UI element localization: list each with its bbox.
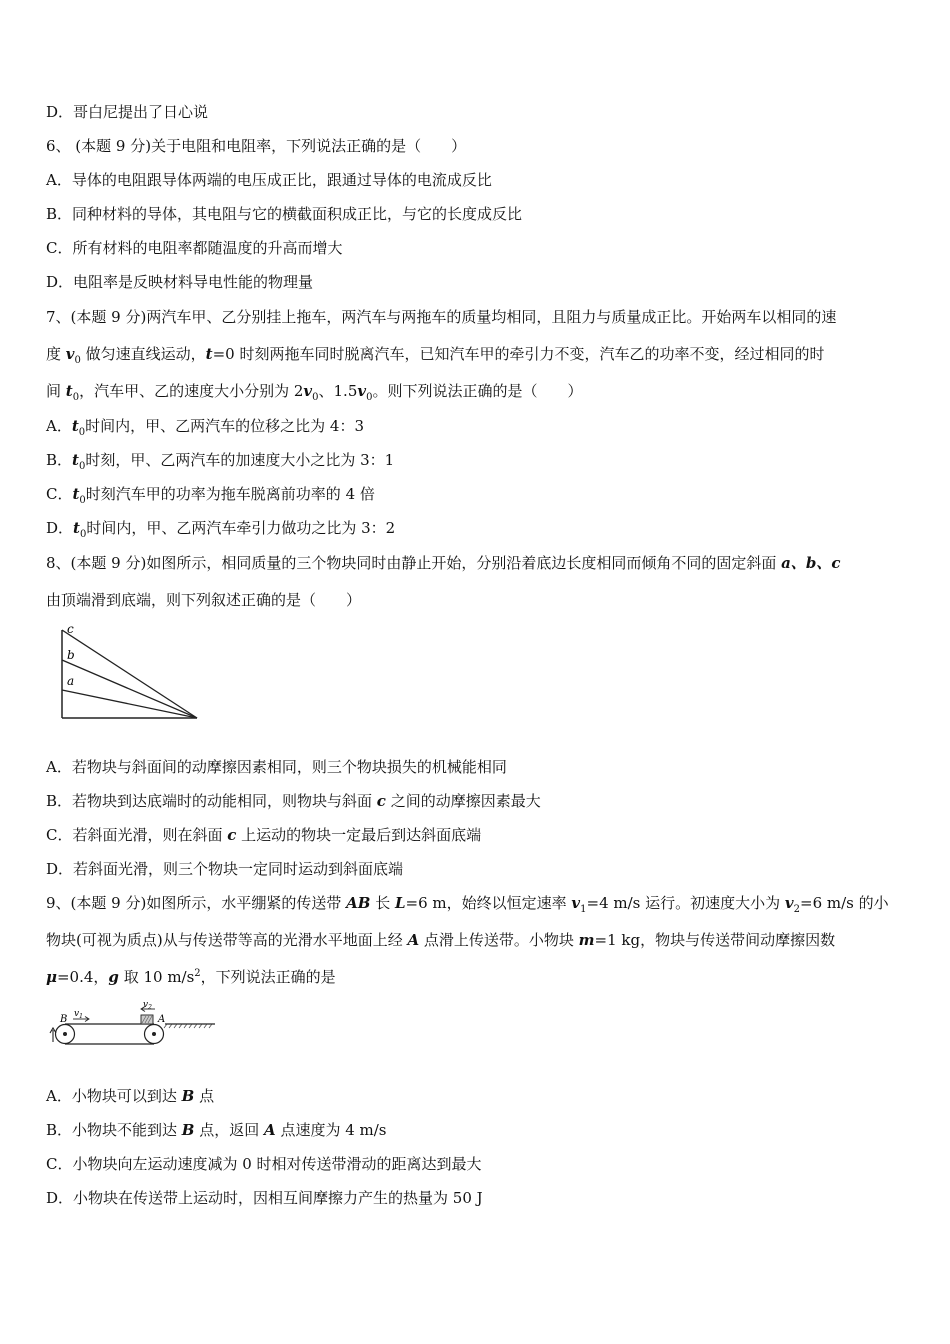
incline-b [62,660,197,718]
q8-option-a: A．若物块与斜面间的动摩擦因素相同，则三个物块损失的机械能相同 [46,758,507,776]
q7-stem-line2: 度 $v_0$ 做匀速直线运动，t=0 时刻两拖车同时脱离汽车，已知汽车甲的牵引力不变，汽车乙的功率不变，经过相同的时 [46,345,825,366]
q7-stem-line3: 间 $t_0$，汽车甲、乙的速度大小分别为 $2v_0$、$1.5v_0$。则下列说法正确的是（ ） [46,382,583,403]
q9-option-a: A．小物块可以到达 B 点 [46,1087,215,1105]
q5-option-d: D．哥白尼提出了日心说 [46,103,209,121]
q9-stem-line1: 9、(本题 9 分)如图所示，水平绷紧的传送带 AB 长 L=6 m，始终以恒定速率 $v_1=4$ m/s 运行。初速度大小为 $v_2=6$ m/s 的小 [46,894,889,915]
q6-stem: 6、 (本题 9 分)关于电阻和电阻率，下列说法正确的是（ ） [46,137,467,155]
q9-option-d: D．小物块在传送带上运动时，因相互间摩擦力产生的热量为 50 J [46,1189,483,1207]
q9-option-b: B．小物块不能到达 B 点，返回 A 点速度为 4 m/s [46,1121,387,1139]
q7-option-d: D．$t_0$时间内，甲、乙两汽车牵引力做功之比为 3：2 [46,519,396,540]
q9-option-c: C．小物块向左运动速度减为 0 时相对传送带滑动的距离达到最大 [46,1155,482,1173]
label-B: B [60,1014,68,1025]
incline-c [62,630,197,718]
label-A: A [158,1014,166,1025]
label-b: b [67,648,75,662]
q8-option-b: B．若物块到达底端时的动能相同，则物块与斜面 c 之间的动摩擦因素最大 [46,792,541,810]
q6-option-a: A．导体的电阻跟导体两端的电压成正比，跟通过导体的电流成反比 [46,171,492,189]
incline-a [62,690,197,718]
q7-option-a: A．$t_0$时间内，甲、乙两汽车的位移之比为 4：3 [46,417,365,438]
q9-stem-line2: 物块(可视为质点)从与传送带等高的光滑水平地面上经 A 点滑上传送带。小物块 m=1 kg，物块与传送带间动摩擦因数 [46,931,836,949]
label-c: c [67,622,74,636]
q8-stem-line2: 由顶端滑到底端，则下列叙述正确的是（ ） [46,591,362,609]
q8-option-c: C．若斜面光滑，则在斜面 c 上运动的物块一定最后到达斜面底端 [46,826,482,844]
q6-option-c: C．所有材料的电阻率都随温度的升高而增大 [46,239,343,257]
label-v2: $v_2$ [143,1000,152,1011]
q7-stem-line1: 7、(本题 9 分)两汽车甲、乙分别挂上拖车，两汽车与两拖车的质量均相同，且阻力与质量成正比。开始两车以相同的速 [46,308,837,326]
q6-option-d: D．电阻率是反映材料导电性能的物理量 [46,273,314,291]
q7-option-b: B．$t_0$时刻，甲、乙两汽车的加速度大小之比为 3：1 [46,451,395,472]
q6-option-b: B．同种材料的导体，其电阻与它的横截面积成正比，与它的长度成反比 [46,205,523,223]
q8-incline-figure [55,622,205,724]
q8-option-d: D．若斜面光滑，则三个物块一定同时运动到斜面底端 [46,860,404,878]
q7-option-c: C．$t_0$时刻汽车甲的功率为拖车脱离前功率的 4 倍 [46,485,375,506]
label-a: a [67,674,75,688]
label-v1: $v_1$ [74,1009,83,1020]
q9-stem-line3: μ=0.4，g 取 10 $m/s^2$，下列说法正确的是 [46,968,336,986]
q8-stem-line1: 8、(本题 9 分)如图所示，相同质量的三个物块同时由静止开始，分别沿着底边长度相同而倾角不同的固定斜面 a、b、c [46,554,841,572]
q9-conveyor-figure [45,998,220,1050]
